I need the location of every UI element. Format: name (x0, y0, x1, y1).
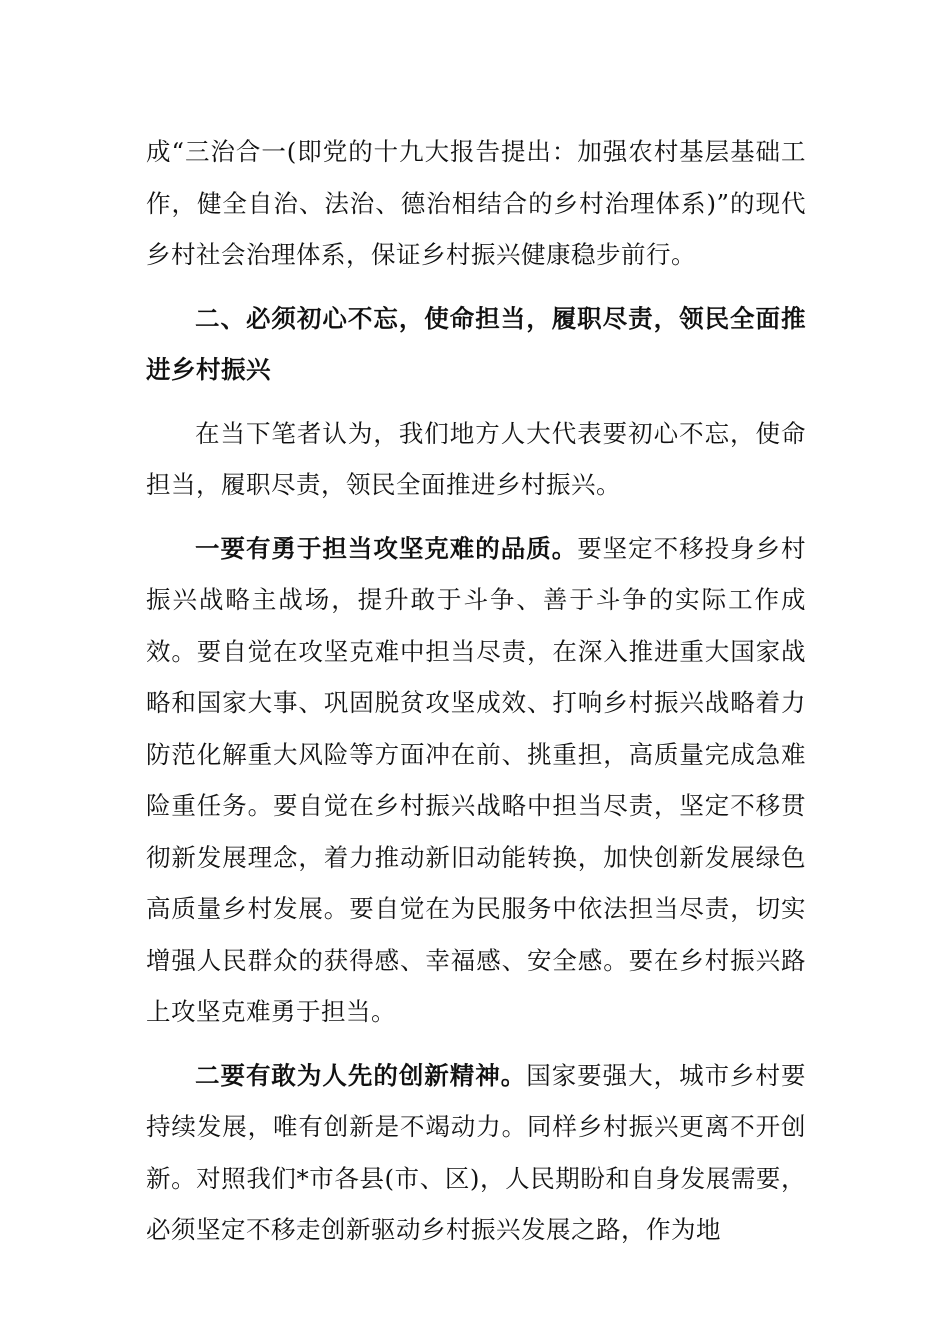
point-1-body: 要坚定不移投身乡村振兴战略主战场，提升敢于斗争、善于斗争的实际工作成效。要自觉在攻坚克难中担当尽责，在深入推进重大国家战略和国家大事、巩固脱贫攻坚成效、打响乡村振兴战略着力防范化解重大风险等方面冲在前、挑重担，高质量完成急难险重任务。要自觉在乡村振兴战略中担当尽责，坚定不移贯彻新发展理念，着力推动新旧动能转换，加快创新发展绿色高质量乡村发展。要自觉在为民服务中依法担当尽责，切实增强人民群众的获得感、幸福感、安全感。要在乡村振兴路上攻坚克难勇于担当。 (146, 533, 807, 1026)
point-1-title: 一要有勇于担当攻坚克难的品质。 (195, 533, 578, 563)
paragraph-point-2 (146, 1050, 806, 1256)
paragraph-continuation: 成“三治合一(即党的十九大报告提出：加强农村基层基础工作，健全自治、法治、德治相结合的乡村治理体系)”的现代乡村社会治理体系，保证乡村振兴健康稳步前行。 (146, 137, 806, 269)
point-2-title: 二要有敢为人先的创新精神。 (195, 1060, 527, 1090)
paragraph-point-1 (146, 523, 806, 1038)
section-heading-2: 二、必须初心不忘，使命担当，履职尽责，领民全面推进乡村振兴 (146, 303, 806, 384)
document-page (146, 126, 806, 1256)
point-2-body: 国家要强大，城市乡村要持续发展，唯有创新是不竭动力。同样乡村振兴更离不开创新。对照我们*市各县(市、区)，人民期盼和自身发展需要，必须坚定不移走创新驱动乡村振兴发展之路，作为地 (146, 1060, 807, 1244)
paragraph-intro: 在当下笔者认为，我们地方人大代表要初心不忘，使命担当，履职尽责，领民全面推进乡村振兴。 (146, 418, 806, 499)
